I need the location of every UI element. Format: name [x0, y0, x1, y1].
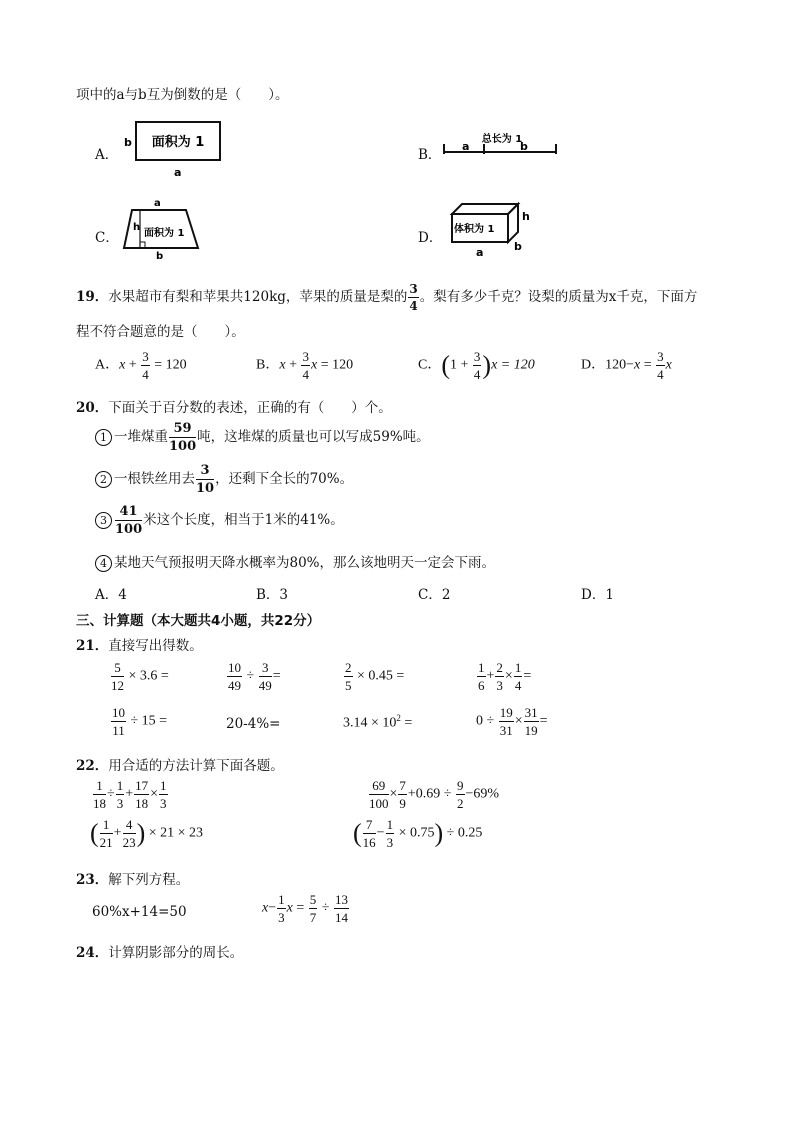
- q21-expr-6: 20-4%=: [226, 716, 281, 732]
- q18-option-a-label: A．: [95, 147, 119, 163]
- figure-b-total-label: 总长为 1: [481, 134, 523, 145]
- q18-figure-b: [440, 128, 565, 164]
- figure-a-area-label: 面积为 1: [151, 135, 205, 150]
- q19-option-a: A．x + $\frac{3}{4}$ = 120: [95, 349, 187, 382]
- q19-text-pre: 水果超市有梨和苹果共120kg，苹果的质量是梨的: [108, 289, 408, 305]
- q19-option-b: B．x + $\frac{3}{4}$ x = 120: [256, 349, 354, 382]
- q21-expr-8: 0 ÷ $\frac{19}{31}$ × $\frac{31}{19}$ =: [476, 705, 548, 738]
- q23-equation-2: x− $\frac{1}{3}$ x = $\frac{5}{7}$ ÷ $\frac{13}{14}$: [262, 892, 348, 925]
- q19-option-c: C．(1 + $\frac{3}{4}$ )x = 120: [418, 349, 535, 382]
- figure-a-side-a: a: [174, 166, 182, 179]
- q19-fraction: $\frac{3}{4}$: [409, 282, 418, 313]
- q18-option-c-label: C．: [95, 230, 119, 246]
- q21-expr-1: $\frac{5}{12}$ × 3.6 =: [111, 660, 169, 693]
- q20-stem: 20．下面关于百分数的表述，正确的有（ ）个。: [76, 400, 392, 416]
- q23-equation-1: 60%x+14=50: [92, 904, 187, 920]
- figure-d-height-h: h: [522, 210, 530, 223]
- q19-text-post: 。梨有多少千克？设梨的质量为x千克，下面方: [419, 289, 698, 305]
- q21-expr-3: $\frac{2}{5}$ × 0.45 =: [345, 660, 405, 693]
- figure-c-area-label: 面积为 1: [144, 228, 185, 239]
- q18-figure-c: [120, 196, 205, 262]
- q20-item-2: 2 一根铁丝用去 $\frac{3}{10}$ ，还剩下全长的70%。: [95, 464, 353, 495]
- q20-option-b: B．3: [256, 587, 289, 603]
- q21-expr-7: $3.14 \times 10^2$ =: [343, 713, 413, 731]
- q20-item-1: 1 一堆煤重 $\frac{59}{100}$ 吨，这堆煤的质量也可以写成59%吨。: [95, 422, 430, 453]
- figure-c-top-a: a: [154, 198, 161, 209]
- q24-stem: 24．计算阴影部分的周长。: [76, 945, 244, 961]
- q18-stem: 项中的a与b互为倒数的是（ ）。: [76, 87, 289, 103]
- figure-d-depth-b: b: [514, 240, 522, 253]
- figure-b-side-b: b: [520, 140, 528, 153]
- q22-problem-2: $\frac{69}{100}$ × $\frac{7}{9}$ +0.69 ÷ $\frac{9}{2}$ −69%: [369, 778, 500, 811]
- q19-number: 19．: [76, 289, 109, 305]
- q18-figure-a: [120, 118, 230, 180]
- q22-problem-3: ( $\frac{1}{21}$ + $\frac{4}{23}$ ) × 21 × 23: [90, 817, 204, 850]
- q20-item-4: 4 某地天气预报明天降水概率为80%，那么该地明天一定会下雨。: [95, 551, 495, 572]
- q20-option-a: A．4: [95, 587, 127, 603]
- q21-expr-5: $\frac{10}{11}$ ÷ 15 =: [112, 705, 168, 738]
- figure-c-height-h: h: [133, 222, 141, 233]
- figure-d-volume-label: 体积为 1: [454, 224, 495, 235]
- q19-line2: 程不符合题意的是（ ）。: [76, 324, 245, 340]
- figure-b-side-a: a: [462, 140, 470, 153]
- q22-problem-4: ( $\frac{7}{16}$ − $\frac{1}{3}$ × 0.75) ÷ 0.25: [353, 817, 483, 850]
- q22-problem-1: $\frac{1}{18}$ ÷ $\frac{1}{3}$ + $\frac{17}{18}$ × $\frac{1}{3}$: [93, 778, 167, 811]
- q22-stem: 22．用合适的方法计算下面各题。: [76, 758, 284, 774]
- figure-c-bottom-b: b: [156, 251, 164, 262]
- section-3-heading: 三、计算题（本大题共4小题，共22分）: [76, 613, 321, 629]
- q20-option-c: C．2: [418, 587, 451, 603]
- q18-option-d-label: D．: [418, 230, 443, 246]
- q21-stem: 21．直接写出得数。: [76, 638, 203, 654]
- q20-option-d: D．1: [581, 587, 614, 603]
- q23-stem: 23．解下列方程。: [76, 872, 190, 888]
- q19-option-d: D．120−x = $\frac{3}{4}$ x: [581, 349, 672, 382]
- q18-option-b-label: B．: [418, 147, 442, 163]
- q20-item-3: 3 $\frac{41}{100}$ 米这个长度，相当于1米的41%。: [95, 505, 344, 536]
- figure-d-length-a: a: [476, 246, 484, 259]
- q18-figure-d: [444, 200, 534, 260]
- q19-line1: [76, 283, 697, 312]
- q21-expr-2: $\frac{10}{49}$ ÷ $\frac{3}{49}$ =: [228, 660, 281, 693]
- figure-a-side-b: b: [124, 136, 132, 149]
- q21-expr-4: $\frac{1}{6}$ + $\frac{2}{3}$ × $\frac{1}{4}$ =: [478, 660, 532, 693]
